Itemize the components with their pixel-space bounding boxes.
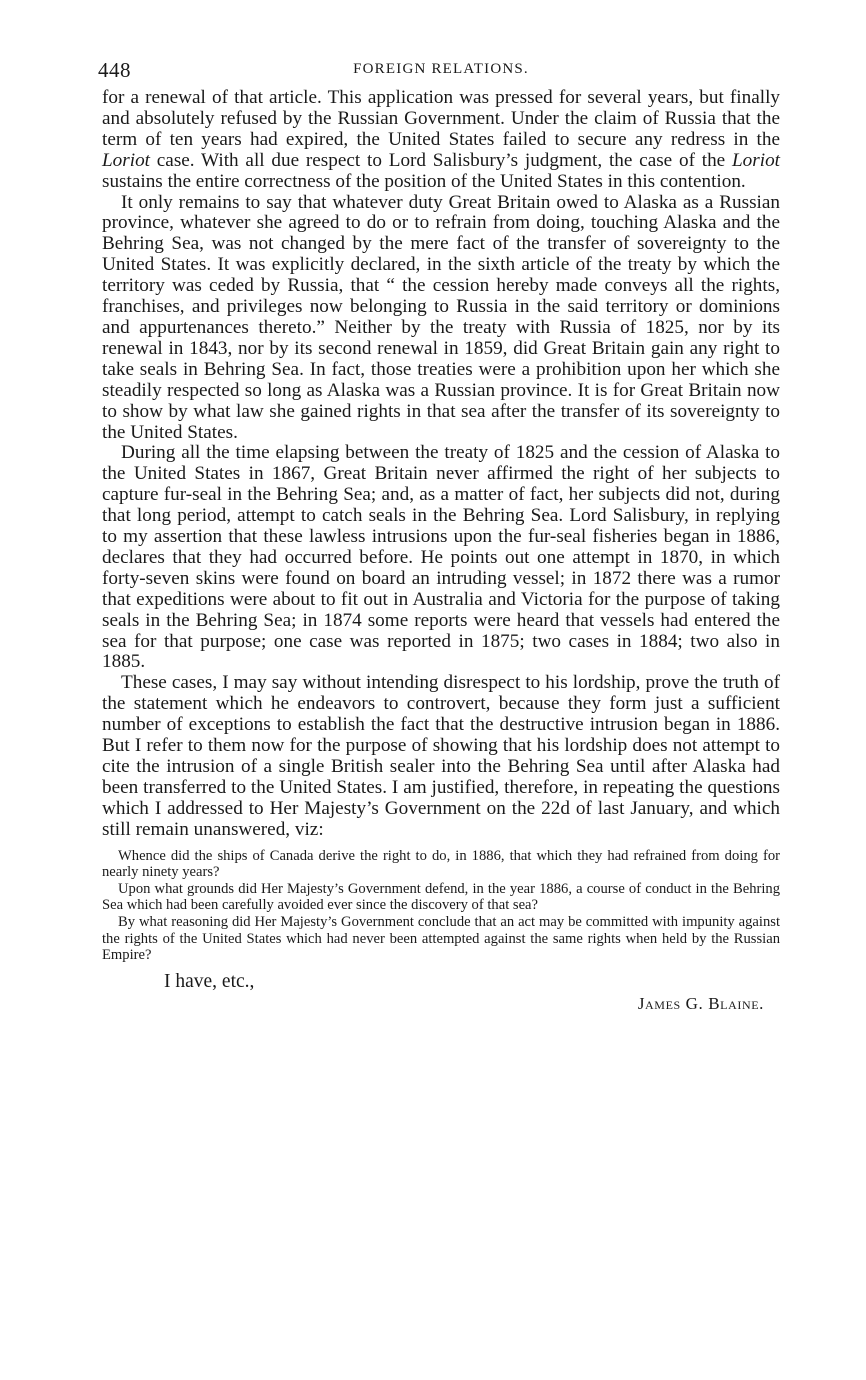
paragraph-4: These cases, I may say without intending disrespect to his lordship, prove the truth of the statement which he endeavors to controvert, because they form just a sufficient number of exceptions to establish the fact that the destructive intrusion began in 1886. But I refer to them now for the purpose of showing that his lordship does not attempt to cite the intrusion of a single British sealer into the Behring Sea until after Alaska had been transferred to the United States. I am justified, therefore, in repeating the questions which I addressed to Her Majesty’s Government on the 22d of last January, and which still remain unanswered, viz: bbox=[102, 672, 780, 840]
paragraph-3: During all the time elapsing between the treaty of 1825 and the cession of Alaska to the United States in 1867, Great Britain never affirmed the right of her subjects to capture fur-seal in the Behring Sea; and, as a matter of fact, her subjects did not, during that long period, attempt to catch seals in the Behring Sea. Lord Salisbury, in replying to my assertion that these lawless intrusions upon the fur-seal fisheries began in 1886, declares that they had occurred before. He points out one attempt in 1870, in which forty-seven skins were found on board an intruding vessel; in 1872 there was a rumor that expeditions were about to fit out in Australia and Victoria for the purpose of taking seals in the Behring Sea; in 1874 some reports were heard that vessels had entered the sea for that purpose; one case was reported in 1875; two cases in 1884; two also in 1885. bbox=[102, 442, 780, 673]
quoted-question-3: By what reasoning did Her Majesty’s Government conclude that an act may be committed with impunity against the rights of the United States which had never been attempted against the same rights when held by the Russian Empire? bbox=[102, 914, 780, 963]
loriot-italic: Loriot bbox=[102, 149, 150, 171]
paragraph-2: It only remains to say that whatever duty Great Britain owed to Alaska as a Russian province, whatever she agreed to do or to refrain from doing, touching Alaska and the Behring Sea, was not changed by the mere fact of the transfer of sovereignty to the United States. It was explicitly declared, in the sixth article of the treaty by which the territory was ceded by Russia, that “ the cession hereby made conveys all the rights, franchises, and privileges now belonging to Russia in the said territory or dominions and appurtenances thereto.” Neither by the treaty with Russia of 1825, nor by its renewal in 1843, nor by its second renewal in 1859, did Great Britain gain any right to take seals in Behring Sea. In fact, those treaties were a prohibition upon her which she steadily respected so long as Alaska was a Russian province. It is for Great Britain now to show by what law she gained rights in that sea after the transfer of its sovereignty to the United States. bbox=[102, 191, 780, 443]
quoted-questions bbox=[102, 848, 780, 963]
document-page bbox=[98, 58, 780, 1029]
quoted-question-2: Upon what grounds did Her Majesty’s Government defend, in the year 1886, a course of conduct in the Behring Sea which had been carefully avoided ever since the discovery of that sea? bbox=[102, 881, 780, 914]
complimentary-close: I have, etc., bbox=[164, 971, 255, 993]
running-head bbox=[98, 58, 780, 88]
paragraph-1-text-mid: case. With all due respect to Lord Salisbury’s judgment, the case of the bbox=[150, 149, 732, 171]
running-title: FOREIGN RELATIONS. bbox=[353, 61, 529, 77]
signature: James G. Blaine. bbox=[637, 994, 764, 1014]
page-number: 448 bbox=[98, 58, 131, 82]
paragraph-1-text: for a renewal of that article. This application was pressed for several years, but finally and absolutely refused by the Russian Government. Under the claim of Russia that the term of ten years had expired, the United States failed to secure any redress in the bbox=[102, 87, 780, 150]
paragraph-1 bbox=[102, 88, 780, 193]
letter-closing bbox=[102, 969, 780, 1029]
paragraph-1-text-end: sustains the entire correctness of the position of the United States in this contention. bbox=[102, 170, 746, 192]
quoted-question-1: Whence did the ships of Canada derive the right to do, in 1886, that which they had refrained from doing for nearly ninety years? bbox=[102, 847, 780, 880]
loriot-italic-2: Loriot bbox=[732, 149, 780, 171]
